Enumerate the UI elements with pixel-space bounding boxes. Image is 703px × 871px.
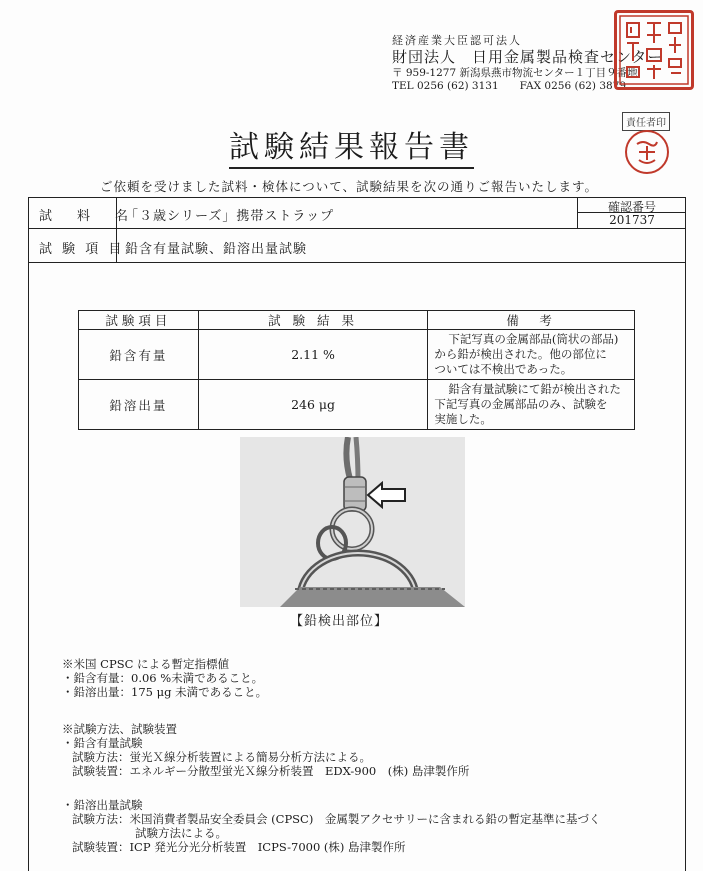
test-items-value: 鉛含有量試験、鉛溶出量試験 xyxy=(125,242,308,257)
content-test-line: 試験方法：蛍光Ｘ線分析装置による簡易分析方法による。 xyxy=(72,750,371,764)
content-test-line: 試験装置：エネルギー分散型蛍光Ｘ線分析装置 EDX-900 (株) 島津製作所 xyxy=(72,764,470,778)
table-header-notes: 備 考 xyxy=(428,311,635,330)
cpsc-section xyxy=(62,657,267,699)
responsible-person-label: 責任者印 xyxy=(622,112,670,131)
table-row xyxy=(79,330,635,380)
intro-text: ご依頼を受けました試料・検体について、試験結果を次の通りご報告いたします。 xyxy=(100,179,599,194)
note-line: 下記写真の金属部品のみ、試験を xyxy=(434,397,608,411)
elution-test-line: 試験方法による。 xyxy=(135,826,227,840)
table-row xyxy=(79,380,635,430)
cpsc-heading: ※米国 CPSC による暫定指標値 xyxy=(62,657,230,671)
sample-name-value: 「３歳シリーズ」携帯ストラップ xyxy=(125,209,335,224)
methods-section xyxy=(62,722,469,778)
table-header-item: 試験項目 xyxy=(79,311,199,330)
note-line: ついては不検出であった。 xyxy=(434,362,573,376)
test-items-label: 試 験 項 目 xyxy=(39,242,125,257)
note-line: 実施した。 xyxy=(434,412,492,426)
content-test-heading: ・鉛含有量試験 xyxy=(62,736,143,750)
note-line: から鉛が検出された。他の部位に xyxy=(434,347,607,361)
elution-test-heading: ・鉛溶出量試験 xyxy=(62,798,143,812)
photo-caption: 【鉛検出部位】 xyxy=(290,614,389,629)
issuer-name: 財団法人 日用金属製品検査センター xyxy=(392,47,664,66)
issuer-address: 〒 959-1277 新潟県燕市物流センター１丁目９番地 xyxy=(392,66,638,79)
methods-heading: ※試験方法、試験装置 xyxy=(62,722,177,736)
strap-photo xyxy=(240,437,465,607)
page-title: 試験結果報告書 xyxy=(0,122,703,166)
issuer-authorization: 経済産業大臣認可法人 xyxy=(392,34,522,47)
confirmation-number-label: 確認番号 xyxy=(607,200,656,214)
elution-section xyxy=(62,798,601,854)
row-result: 246 μg xyxy=(198,380,428,430)
row-divider xyxy=(29,228,685,229)
row-notes xyxy=(428,330,635,380)
table-header-result: 試 験 結 果 xyxy=(198,311,428,330)
note-line: 鉛含有量試験にて鉛が検出された xyxy=(448,382,621,396)
row-item: 鉛溶出量 xyxy=(79,380,199,430)
row-divider xyxy=(29,262,685,263)
cpsc-line: ・鉛溶出量：175 μg 未満であること。 xyxy=(62,685,268,699)
seal-stamp-icon xyxy=(617,13,691,87)
elution-test-line: 試験方法：米国消費者製品安全委員会 (CPSC) 金属製アクセサリーに含まれる鉛の暫定基準に基づく xyxy=(72,812,601,826)
elution-test-line: 試験装置：ICP 発光分光分析装置 ICPS-7000 (株) 島津製作所 xyxy=(72,840,406,854)
row-notes xyxy=(428,380,635,430)
strap-photo-image xyxy=(240,437,465,607)
row-item: 鉛含有量 xyxy=(79,330,199,380)
organization-seal xyxy=(614,10,694,90)
results-table xyxy=(78,310,635,428)
sample-name-label: 試 料 名 xyxy=(39,209,135,224)
row-result: 2.11 % xyxy=(198,330,428,380)
confirmation-number-value: 201737 xyxy=(609,213,655,227)
cpsc-line: ・鉛含有量：0.06 %未満であること。 xyxy=(62,671,264,685)
note-line: 下記写真の金属部品(筒状の部品) xyxy=(448,332,619,346)
issuer-phone-fax: TEL 0256 (62) 3131 FAX 0256 (62) 3879 xyxy=(392,79,627,92)
